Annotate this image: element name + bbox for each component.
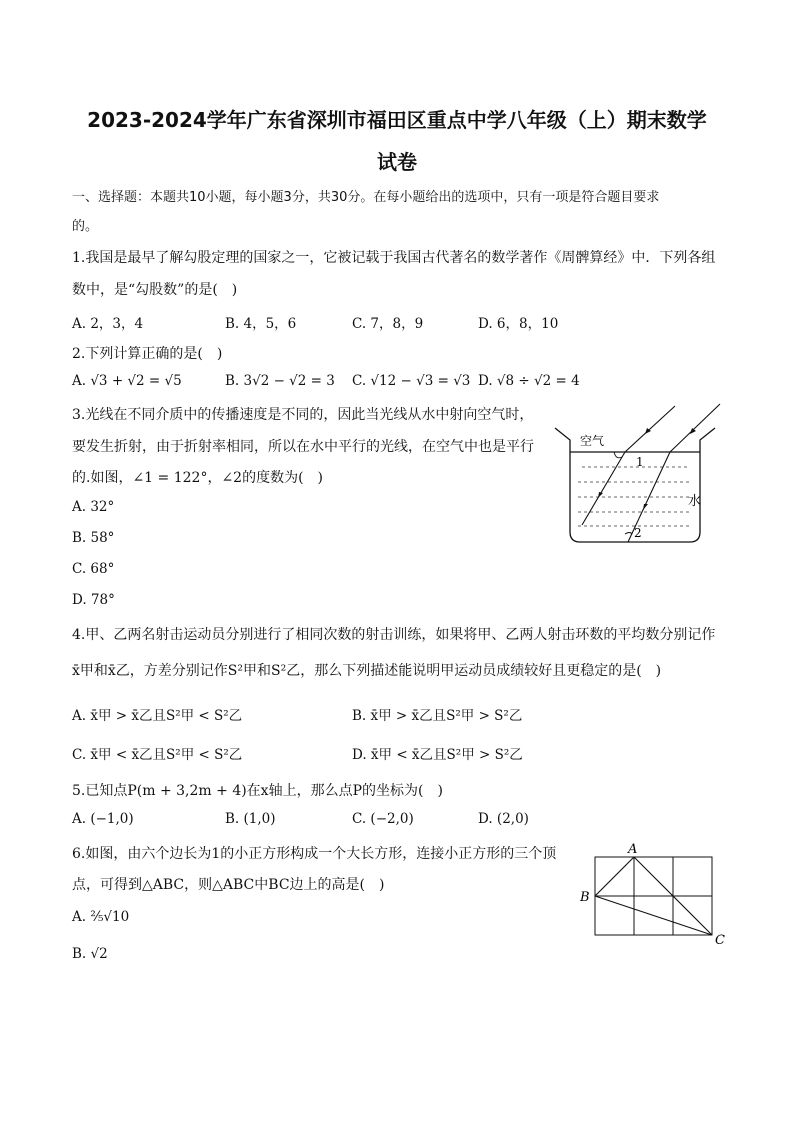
q6-stem-line2: 点，可得到△ABC，则△ABC中BC边上的高是( ) — [72, 877, 385, 893]
q1-option-d[interactable]: D. 6，8，10 — [478, 316, 559, 332]
light-ray-1-water — [582, 452, 625, 525]
q1-option-a[interactable]: A. 2，3，4 — [72, 316, 144, 332]
q3-option-b[interactable]: B. 58° — [72, 530, 115, 546]
q3-option-a[interactable]: A. 32° — [72, 499, 115, 515]
beaker-outline — [555, 428, 715, 542]
segment-ab — [595, 857, 634, 896]
q6-option-a[interactable]: A. ⅖√10 — [72, 909, 130, 925]
point-b-label: B — [580, 890, 590, 905]
air-label: 空气 — [580, 434, 605, 448]
q2-option-c[interactable]: C. √12 − √3 = √3 — [352, 373, 471, 389]
angle-2-label: 2 — [634, 526, 642, 540]
paper-title-line2: 试卷 — [377, 150, 417, 174]
q3-stem-line3: 的.如图，∠1 = 122°，∠2的度数为( ) — [72, 470, 324, 486]
water-dashes — [578, 467, 690, 526]
arrow-ray-2-air — [690, 428, 696, 434]
q4-stem-line1: 4.甲、乙两名射击运动员分别进行了相同次数的射击训练，如果将甲、乙两人射击环数的平均数分别记作 — [72, 627, 716, 643]
light-ray-2-air — [670, 404, 720, 452]
segment-bc — [595, 896, 712, 935]
point-a-label: A — [628, 842, 638, 857]
q4-stem-line2: x̄甲和x̄乙，方差分别记作S²甲和S²乙，那么下列描述能说明甲运动员成绩较好且更稳定的是( ) — [72, 663, 662, 679]
q3-option-c[interactable]: C. 68° — [72, 561, 115, 577]
q4-option-a[interactable]: A. x̄甲 > x̄乙且S²甲 < S²乙 — [72, 708, 243, 724]
section1-line1: 一、选择题：本题共10小题，每小题3分，共30分。在每小题给出的选项中，只有一项是符合题目要求 — [72, 190, 660, 205]
grid-triangle-figure — [575, 838, 735, 950]
refraction-figure — [540, 400, 740, 550]
q2-stem: 2.下列计算正确的是( ) — [72, 346, 223, 362]
q5-option-d[interactable]: D. (2,0) — [478, 811, 529, 827]
q5-stem: 5.已知点P(m + 3,2m + 4)在x轴上，那么点P的坐标为( ) — [72, 783, 443, 799]
paper-title-line1: 2023-2024学年广东省深圳市福田区重点中学八年级（上）期末数学 — [87, 108, 707, 132]
q4-option-b[interactable]: B. x̄甲 > x̄乙且S²甲 > S²乙 — [352, 708, 523, 724]
angle-1-arc — [614, 452, 622, 458]
point-c-label: C — [715, 933, 725, 948]
q1-option-b[interactable]: B. 4，5，6 — [225, 316, 297, 332]
q3-stem-line2: 要发生折射，由于折射率相同，所以在水中平行的光线，在空气中也是平行 — [72, 439, 534, 455]
angle-2-arc — [625, 533, 632, 535]
q5-option-a[interactable]: A. (−1,0) — [72, 811, 134, 827]
grid — [595, 857, 712, 935]
q3-option-d[interactable]: D. 78° — [72, 592, 115, 608]
q5-option-b[interactable]: B. (1,0) — [225, 811, 276, 827]
water-label: 水 — [688, 494, 702, 509]
q1-option-c[interactable]: C. 7，8，9 — [352, 316, 424, 332]
q2-option-d[interactable]: D. √8 ÷ √2 = 4 — [478, 373, 580, 389]
light-ray-1-air — [625, 406, 675, 452]
q4-option-d[interactable]: D. x̄甲 < x̄乙且S²甲 > S²乙 — [352, 747, 523, 763]
q4-option-c[interactable]: C. x̄甲 < x̄乙且S²甲 < S²乙 — [72, 747, 243, 763]
q2-option-a[interactable]: A. √3 + √2 = √5 — [72, 373, 182, 389]
q6-stem-line1: 6.如图，由六个边长为1的小正方形构成一个大长方形，连接小正方形的三个顶 — [72, 846, 557, 862]
angle-1-label: 1 — [636, 455, 644, 469]
q3-stem-line1: 3.光线在不同介质中的传播速度是不同的，因此当光线从水中射向空气时， — [72, 407, 534, 423]
q1-stem-line1: 1.我国是最早了解勾股定理的国家之一，它被记载于我国古代著名的数学著作《周髀算经》中．下列各组 — [72, 250, 716, 266]
q6-option-b[interactable]: B. √2 — [72, 946, 108, 962]
q5-option-c[interactable]: C. (−2,0) — [352, 811, 414, 827]
q1-stem-line2: 数中，是“勾股数”的是( ) — [72, 282, 238, 298]
section1-line2: 的。 — [72, 219, 99, 234]
q2-option-b[interactable]: B. 3√2 − √2 = 3 — [225, 373, 335, 389]
